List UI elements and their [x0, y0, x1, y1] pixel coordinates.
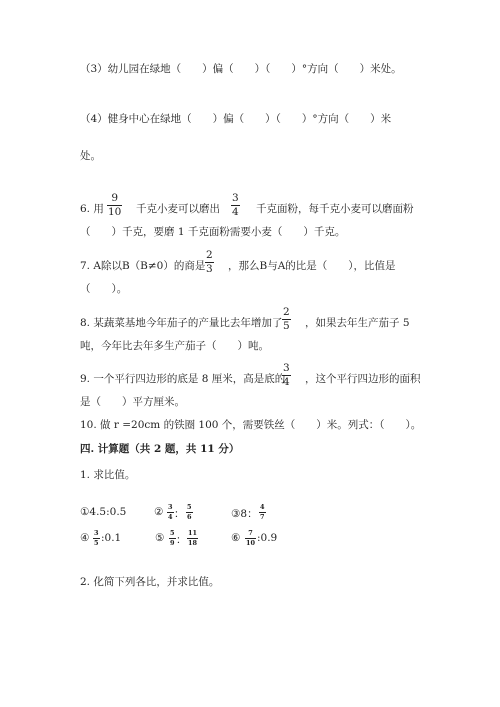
calc-item-6-fraction: 7 10	[246, 529, 256, 547]
calc-item-5-colon: ：	[176, 534, 187, 546]
question-8-suffix: ，如果去年生产茄子 5	[305, 317, 410, 329]
calc-item-4-fraction: 3 5	[94, 529, 99, 547]
question-7-fraction: 2 3	[206, 249, 213, 275]
question-6-suffix: 千克面粉，每千克小麦可以磨面粉	[256, 203, 414, 215]
question-7-line-2: （ ）。	[80, 283, 128, 295]
question-8-fraction: 2 5	[283, 306, 290, 332]
question-6-mid: 千克小麦可以磨出	[136, 203, 220, 215]
question-10: 10. 做 r =20cm 的铁圈 100 个，需要铁丝（ ）米。列式：（ ）。	[80, 419, 422, 431]
calc-item-4-label: ④	[80, 532, 90, 544]
section-title: 四. 计算题（共 2 题，共 11 分）	[80, 443, 240, 455]
calc-item-5-label: ⑤	[155, 532, 165, 544]
calc-item-5-fraction-2: 11 18	[188, 529, 198, 547]
question-9-suffix: ，这个平行四边形的面积	[305, 373, 421, 385]
calc-item-4-tail: :0.1	[101, 532, 122, 544]
calc-item-6-label: ⑥	[231, 532, 241, 544]
calc-item-2-fraction-2: 5 6	[187, 503, 192, 521]
calc-item-2-colon: ：	[174, 508, 185, 520]
question-9-line-2: 是（ ）平方厘米。	[80, 396, 185, 408]
calc-1-title: 1. 求比值。	[80, 469, 136, 481]
calc-2-title: 2. 化简下列各比，并求比值。	[80, 576, 220, 588]
question-6-fraction-1: 9 10	[108, 192, 122, 218]
question-6-line-2: （ ）千克，要磨 1 千克面粉需要小麦（ ）千克。	[80, 226, 346, 238]
question-4-line-2: 处。	[80, 150, 101, 162]
calc-item-5-fraction-1: 5 9	[170, 529, 175, 547]
question-7-prefix: 7. A除以B（B≠0）的商是	[80, 260, 206, 272]
question-8-line-2: 吨，今年比去年多生产茄子（ ）吨。	[80, 340, 269, 352]
question-3-line: （3）幼儿园在绿地（ ）偏（ ）（ ）°方向（ ）米处。	[80, 63, 402, 75]
calc-item-2-label: ②	[154, 506, 164, 518]
question-7-suffix: ，那么B与A的比是（ ），比值是	[228, 260, 396, 272]
question-9-fraction: 3 4	[283, 362, 290, 388]
question-6-fraction-2: 3 4	[232, 192, 239, 218]
calc-item-3-label: ③8：	[231, 508, 258, 520]
calc-item-2-fraction-1: 3 4	[168, 503, 173, 521]
question-9-prefix: 9. 一个平行四边形的底是 8 厘米，高是底的	[80, 373, 286, 385]
calc-item-1: ①4.5:0.5	[80, 506, 127, 518]
calc-item-3-fraction: 4 7	[260, 503, 265, 521]
question-6-prefix: 6. 用	[80, 203, 104, 215]
question-8-prefix: 8. 某蔬菜基地今年茄子的产量比去年增加了	[80, 317, 283, 329]
calc-item-6-tail: :0.9	[257, 532, 278, 544]
question-4-line-1: （4）健身中心在绿地（ ）偏（ ）（ ）°方向（ ）米	[80, 113, 392, 125]
